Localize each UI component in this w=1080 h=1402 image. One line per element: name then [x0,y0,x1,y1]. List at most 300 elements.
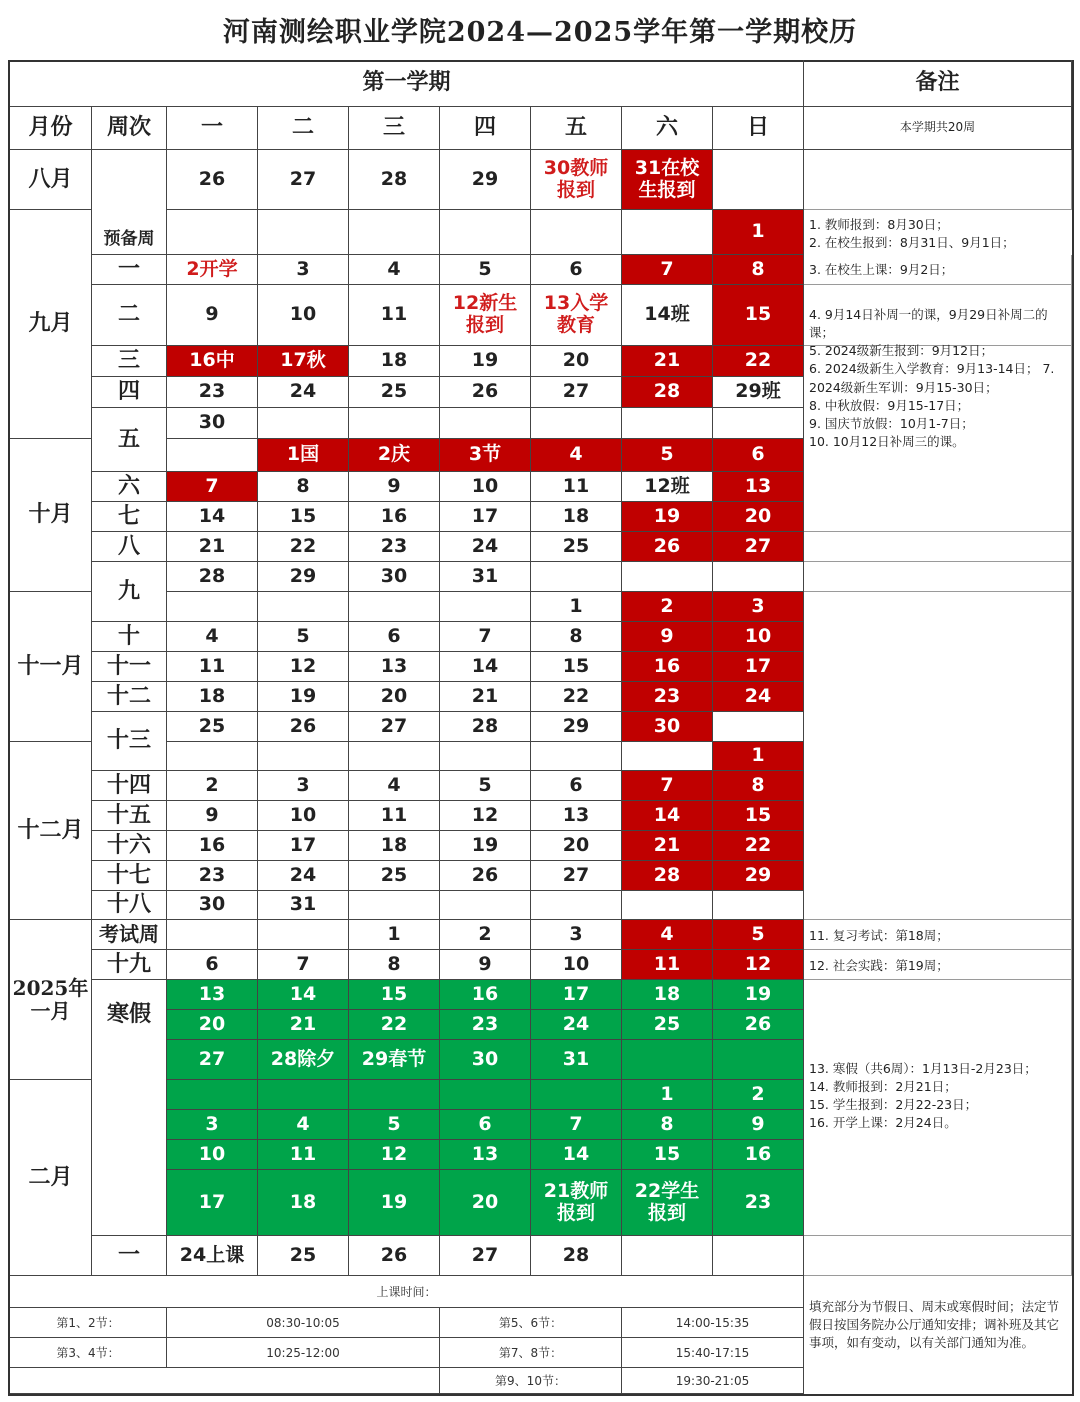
day-cell: 1 [713,210,804,255]
month-label: 八月 [10,150,92,210]
note-line: 8. 中秋放假：9月15-17日； [809,397,970,413]
day-cell: 26 [167,150,258,210]
day-cell: 8 [349,950,440,980]
day-cell: 19 [349,1170,440,1236]
week-label: 预备周 [92,150,167,255]
period-time: 08:30-10:05 [167,1308,440,1338]
note-line: 4. 9月14日补周一的课，9月29日补周二的课； [809,307,1048,341]
weekday-header: 五 [531,107,622,150]
day-cell: 30 [167,891,258,920]
day-cell: 29春节 [349,1040,440,1080]
week-label: 十八 [92,891,167,920]
day-cell: 27 [713,532,804,562]
note-3: 3. 在校生上课：9月2日； [809,262,954,277]
day-cell: 2 [622,592,713,622]
day-cell: 18 [531,502,622,532]
day-cell [713,1236,804,1276]
day-cell: 24 [258,861,349,891]
semester-header: 第一学期 [10,60,804,107]
note-line: 15. 学生报到：2月22-23日； [809,1097,978,1113]
day-cell [258,742,349,771]
day-cell: 16 [349,502,440,532]
day-cell [167,742,258,771]
day-cell [349,891,440,920]
schedule-blank [10,1368,440,1394]
month-label: 十一月 [10,592,92,742]
day-cell [531,891,622,920]
period-time: 10:25-12:00 [167,1338,440,1368]
day-cell [622,408,713,439]
day-cell [622,562,713,592]
day-cell: 9 [167,801,258,831]
day-cell: 21 [167,532,258,562]
day-cell: 7 [440,622,531,652]
month-label: 十月 [10,439,92,592]
day-cell [167,439,258,472]
remarks-cell [804,562,1072,592]
note-line: 13. 寒假（共6周）：1月13日-2月23日； [809,1061,1037,1076]
month-label: 二月 [10,1080,92,1276]
day-cell: 4 [167,622,258,652]
day-cell: 23 [440,1010,531,1040]
day-cell: 30 [622,712,713,742]
day-cell [349,592,440,622]
week-label: 十七 [92,861,167,891]
day-cell: 25 [349,861,440,891]
day-cell [713,150,804,210]
day-cell: 30教师报到 [531,150,622,210]
day-cell: 15 [349,980,440,1010]
weekday-header: 二 [258,107,349,150]
week-label: 十九 [92,950,167,980]
day-cell: 11 [258,1140,349,1170]
day-cell: 16 [167,831,258,861]
day-cell [349,210,440,255]
day-cell [713,562,804,592]
day-cell: 29 [713,861,804,891]
total-weeks-note: 本学期共20周 [804,107,1072,150]
remarks-cell [804,532,1072,562]
day-cell: 2 [440,920,531,950]
day-cell: 22 [349,1010,440,1040]
day-cell: 31 [258,891,349,920]
note-line: 14. 教师报到：2月21日； [809,1079,957,1095]
day-cell [440,742,531,771]
day-cell: 25 [258,1236,349,1276]
day-cell: 5 [440,255,531,285]
schedule-title: 上课时间： [10,1276,804,1308]
day-cell [440,592,531,622]
day-cell: 29 [258,562,349,592]
period-label: 第3、4节： [10,1338,167,1368]
day-cell: 5 [713,920,804,950]
day-cell: 27 [349,712,440,742]
day-cell: 4 [258,1110,349,1140]
day-cell: 25 [167,712,258,742]
day-cell: 13入学教育 [531,285,622,346]
remarks-cell [804,1236,1072,1276]
day-cell: 9 [349,472,440,502]
day-cell: 4 [349,255,440,285]
day-cell: 16 [440,980,531,1010]
day-cell: 29 [440,150,531,210]
day-cell: 18 [349,346,440,377]
day-cell: 5 [349,1110,440,1140]
day-cell: 20 [531,831,622,861]
day-cell: 27 [531,377,622,408]
period-label: 第5、6节： [440,1308,622,1338]
day-cell [349,1080,440,1110]
day-cell: 30 [167,408,258,439]
day-cell: 8 [531,622,622,652]
day-cell: 15 [531,652,622,682]
day-cell: 8 [622,1110,713,1140]
day-cell: 14 [167,502,258,532]
day-cell: 16 [622,652,713,682]
day-cell: 13 [440,1140,531,1170]
week-label: 十 [92,622,167,652]
day-cell: 22 [713,831,804,861]
day-cell: 13 [167,980,258,1010]
day-cell: 8 [713,771,804,801]
schedule-footnote: 填充部分为节假日、周末或寒假时间；法定节假日按国务院办公厅通知安排；调补班及其它事项，如有变动，以有关部门通知为准。 [809,1299,1060,1351]
week-label: 十五 [92,801,167,831]
day-cell: 7 [622,255,713,285]
day-cell: 12新生报到 [440,285,531,346]
weekday-header: 一 [167,107,258,150]
day-cell: 18 [167,682,258,712]
note-line: 16. 开学上课：2月24日。 [809,1115,957,1131]
day-cell [440,210,531,255]
day-cell: 12 [713,950,804,980]
day-cell [349,408,440,439]
day-cell: 9 [622,622,713,652]
week-label: 七 [92,502,167,532]
week-label: 五 [92,408,167,472]
day-cell: 20 [713,502,804,532]
day-cell: 6 [349,622,440,652]
day-cell: 24上课 [167,1236,258,1276]
day-cell: 20 [349,682,440,712]
day-cell [531,562,622,592]
day-cell: 14班 [622,285,713,346]
day-cell: 8 [258,472,349,502]
day-cell: 17 [167,1170,258,1236]
day-cell: 16 [713,1140,804,1170]
weekday-header: 四 [440,107,531,150]
day-cell [531,742,622,771]
day-cell: 21 [258,1010,349,1040]
period-label: 第7、8节： [440,1338,622,1368]
day-cell: 11 [167,652,258,682]
week-label: 一 [92,1236,167,1276]
day-cell: 15 [713,285,804,346]
day-cell: 21教师报到 [531,1170,622,1236]
day-cell: 28 [622,377,713,408]
week-label: 十六 [92,831,167,861]
period-time: 14:00-15:35 [622,1308,804,1338]
day-cell: 2庆 [349,439,440,472]
day-cell: 3 [167,1110,258,1140]
day-cell: 26 [440,861,531,891]
day-cell: 26 [622,532,713,562]
day-cell [622,742,713,771]
day-cell [258,592,349,622]
day-cell: 4 [349,771,440,801]
period-label: 第1、2节： [10,1308,167,1338]
week-label: 十二 [92,682,167,712]
note-1: 1. 教师报到：8月30日； 2. 在校生报到：8月31日、9月1日； [809,217,1015,251]
day-cell [622,210,713,255]
day-cell: 6 [713,439,804,472]
remarks-header: 备注 [804,60,1072,107]
day-cell: 25 [622,1010,713,1040]
day-cell: 19 [440,831,531,861]
day-cell: 6 [440,1110,531,1140]
week-column-header: 周次 [92,107,167,150]
day-cell: 25 [349,377,440,408]
weekday-header: 日 [713,107,804,150]
day-cell: 1 [531,592,622,622]
day-cell [258,408,349,439]
day-cell: 22学生报到 [622,1170,713,1236]
day-cell: 4 [622,920,713,950]
day-cell: 16中 [167,346,258,377]
note-line: 9. 国庆节放假：10月1-7日； [809,415,974,431]
day-cell: 31 [440,562,531,592]
day-cell: 27 [167,1040,258,1080]
day-cell: 10 [258,285,349,346]
day-cell: 2 [167,771,258,801]
day-cell: 12 [440,801,531,831]
week-label: 三 [92,346,167,377]
period-time: 15:40-17:15 [622,1338,804,1368]
day-cell: 23 [167,861,258,891]
day-cell: 10 [713,622,804,652]
day-cell: 9 [713,1110,804,1140]
day-cell: 30 [349,562,440,592]
day-cell [531,1080,622,1110]
day-cell: 18 [349,831,440,861]
day-cell: 24 [713,682,804,712]
day-cell [167,1080,258,1110]
week-label: 六 [92,472,167,502]
day-cell: 10 [258,801,349,831]
day-cell [258,920,349,950]
day-cell: 13 [349,652,440,682]
day-cell: 27 [440,1236,531,1276]
day-cell: 20 [531,346,622,377]
week-label: 二 [92,285,167,346]
day-cell: 18 [258,1170,349,1236]
day-cell: 11 [622,950,713,980]
day-cell: 14 [440,652,531,682]
day-cell: 26 [440,377,531,408]
remarks-cell [804,592,1072,920]
day-cell: 3节 [440,439,531,472]
day-cell: 10 [167,1140,258,1170]
day-cell: 31 [531,1040,622,1080]
day-cell: 28 [440,712,531,742]
week-label: 八 [92,532,167,562]
day-cell: 20 [167,1010,258,1040]
day-cell: 29 [531,712,622,742]
day-cell: 24 [258,377,349,408]
month-column-header: 月份 [10,107,92,150]
day-cell: 18 [622,980,713,1010]
day-cell: 31在校生报到 [622,150,713,210]
day-cell: 23 [167,377,258,408]
day-cell [167,210,258,255]
day-cell: 26 [258,712,349,742]
day-cell [349,742,440,771]
day-cell: 12 [258,652,349,682]
day-cell: 11 [349,801,440,831]
notes-block-2 [806,1060,1072,1133]
day-cell [713,712,804,742]
week-label: 一 [92,255,167,285]
day-cell: 1 [349,920,440,950]
note-line: 5. 2024级新生报到：9月12日； [809,343,994,359]
remarks-cell [804,150,1072,210]
day-cell: 19 [258,682,349,712]
day-cell: 28 [349,150,440,210]
day-cell: 21 [622,346,713,377]
day-cell [440,891,531,920]
day-cell: 5 [622,439,713,472]
day-cell: 3 [531,920,622,950]
day-cell: 28 [167,562,258,592]
day-cell [167,592,258,622]
period-label: 第9、10节： [440,1368,622,1394]
day-cell: 24 [531,1010,622,1040]
day-cell: 25 [531,532,622,562]
day-cell [622,1040,713,1080]
day-cell: 1 [622,1080,713,1110]
day-cell [258,1080,349,1110]
day-cell [167,920,258,950]
month-label: 十二月 [10,742,92,920]
day-cell: 27 [258,150,349,210]
day-cell: 28 [531,1236,622,1276]
week-label: 十三 [92,712,167,771]
day-cell: 15 [713,801,804,831]
day-cell [713,408,804,439]
month-label: 九月 [10,210,92,439]
day-cell: 13 [713,472,804,502]
day-cell: 15 [622,1140,713,1170]
day-cell: 30 [440,1040,531,1080]
day-cell: 22 [713,346,804,377]
day-cell [531,210,622,255]
day-cell: 26 [713,1010,804,1040]
day-cell: 3 [258,771,349,801]
day-cell [713,1040,804,1080]
period-time: 19:30-21:05 [622,1368,804,1394]
day-cell [258,210,349,255]
day-cell: 29班 [713,377,804,408]
day-cell: 3 [258,255,349,285]
day-cell: 28 [622,861,713,891]
day-cell: 10 [531,950,622,980]
day-cell: 1国 [258,439,349,472]
day-cell: 15 [258,502,349,532]
day-cell: 22 [258,532,349,562]
day-cell: 12班 [622,472,713,502]
note-line: 6. 2024级新生入学教育：9月13-14日； 7. 2024级新生军训：9月15-30日； [809,361,1055,395]
day-cell: 6 [167,950,258,980]
day-cell: 23 [713,1170,804,1236]
month-label: 2025年一月 [10,920,92,1080]
day-cell: 7 [531,1110,622,1140]
day-cell: 10 [440,472,531,502]
day-cell: 27 [531,861,622,891]
day-cell: 22 [531,682,622,712]
day-cell [440,408,531,439]
week-label: 寒假 [92,980,167,1236]
note-12: 12. 社会实践：第19周； [809,958,949,973]
day-cell: 14 [622,801,713,831]
day-cell: 14 [531,1140,622,1170]
weekday-header: 三 [349,107,440,150]
day-cell [622,1236,713,1276]
day-cell: 20 [440,1170,531,1236]
week-label: 考试周 [92,920,167,950]
day-cell: 7 [258,950,349,980]
week-label: 十四 [92,771,167,801]
day-cell: 4 [531,439,622,472]
day-cell: 8 [713,255,804,285]
day-cell: 23 [349,532,440,562]
day-cell: 23 [622,682,713,712]
day-cell: 9 [167,285,258,346]
note-line: 10. 10月12日补周三的课。 [809,433,965,449]
day-cell: 6 [531,771,622,801]
week-label: 十一 [92,652,167,682]
day-cell [713,891,804,920]
day-cell: 19 [440,346,531,377]
day-cell: 12 [349,1140,440,1170]
day-cell: 26 [349,1236,440,1276]
notes-block-1 [806,306,1072,451]
day-cell [622,891,713,920]
day-cell: 19 [622,502,713,532]
day-cell: 5 [440,771,531,801]
page-title: 河南测绘职业学院2024—2025学年第一学期校历 [222,17,858,48]
day-cell: 13 [531,801,622,831]
day-cell: 2开学 [167,255,258,285]
day-cell: 17秋 [258,346,349,377]
day-cell: 17 [440,502,531,532]
day-cell: 14 [258,980,349,1010]
note-11: 11. 复习考试：第18周； [809,928,949,943]
day-cell: 5 [258,622,349,652]
day-cell: 24 [440,532,531,562]
day-cell: 28除夕 [258,1040,349,1080]
day-cell [531,408,622,439]
day-cell: 11 [349,285,440,346]
day-cell: 7 [167,472,258,502]
week-label: 四 [92,377,167,408]
day-cell: 3 [713,592,804,622]
day-cell: 17 [258,831,349,861]
day-cell: 21 [440,682,531,712]
week-label: 九 [92,562,167,622]
day-cell: 9 [440,950,531,980]
day-cell: 21 [622,831,713,861]
day-cell: 19 [713,980,804,1010]
day-cell: 17 [531,980,622,1010]
